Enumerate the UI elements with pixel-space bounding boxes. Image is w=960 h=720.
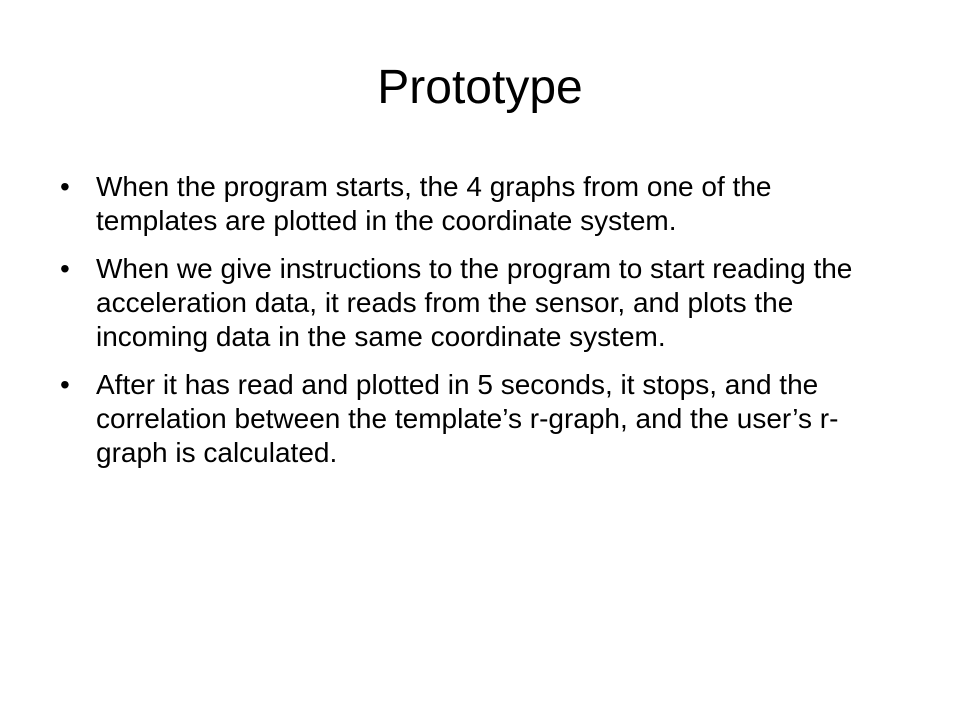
bullet-text: When the program starts, the 4 graphs from one of the templates are plotted in the coordinate system.	[96, 171, 772, 236]
bullet-item	[60, 170, 880, 238]
bullet-text: After it has read and plotted in 5 seconds, it stops, and the correlation between the template’s r-graph, and the user’s r-graph is calculated.	[96, 369, 839, 468]
bullet-icon: •	[60, 369, 70, 400]
bullet-text: When we give instructions to the program to start reading the acceleration data, it reads from the sensor, and plots the incoming data in the same coordinate system.	[96, 253, 853, 352]
slide-title: Prototype	[377, 61, 583, 114]
bullet-icon: •	[60, 253, 70, 284]
bullet-item	[60, 252, 880, 354]
bullet-item	[60, 368, 880, 470]
bullet-list	[60, 170, 880, 484]
bullet-icon: •	[60, 171, 70, 202]
